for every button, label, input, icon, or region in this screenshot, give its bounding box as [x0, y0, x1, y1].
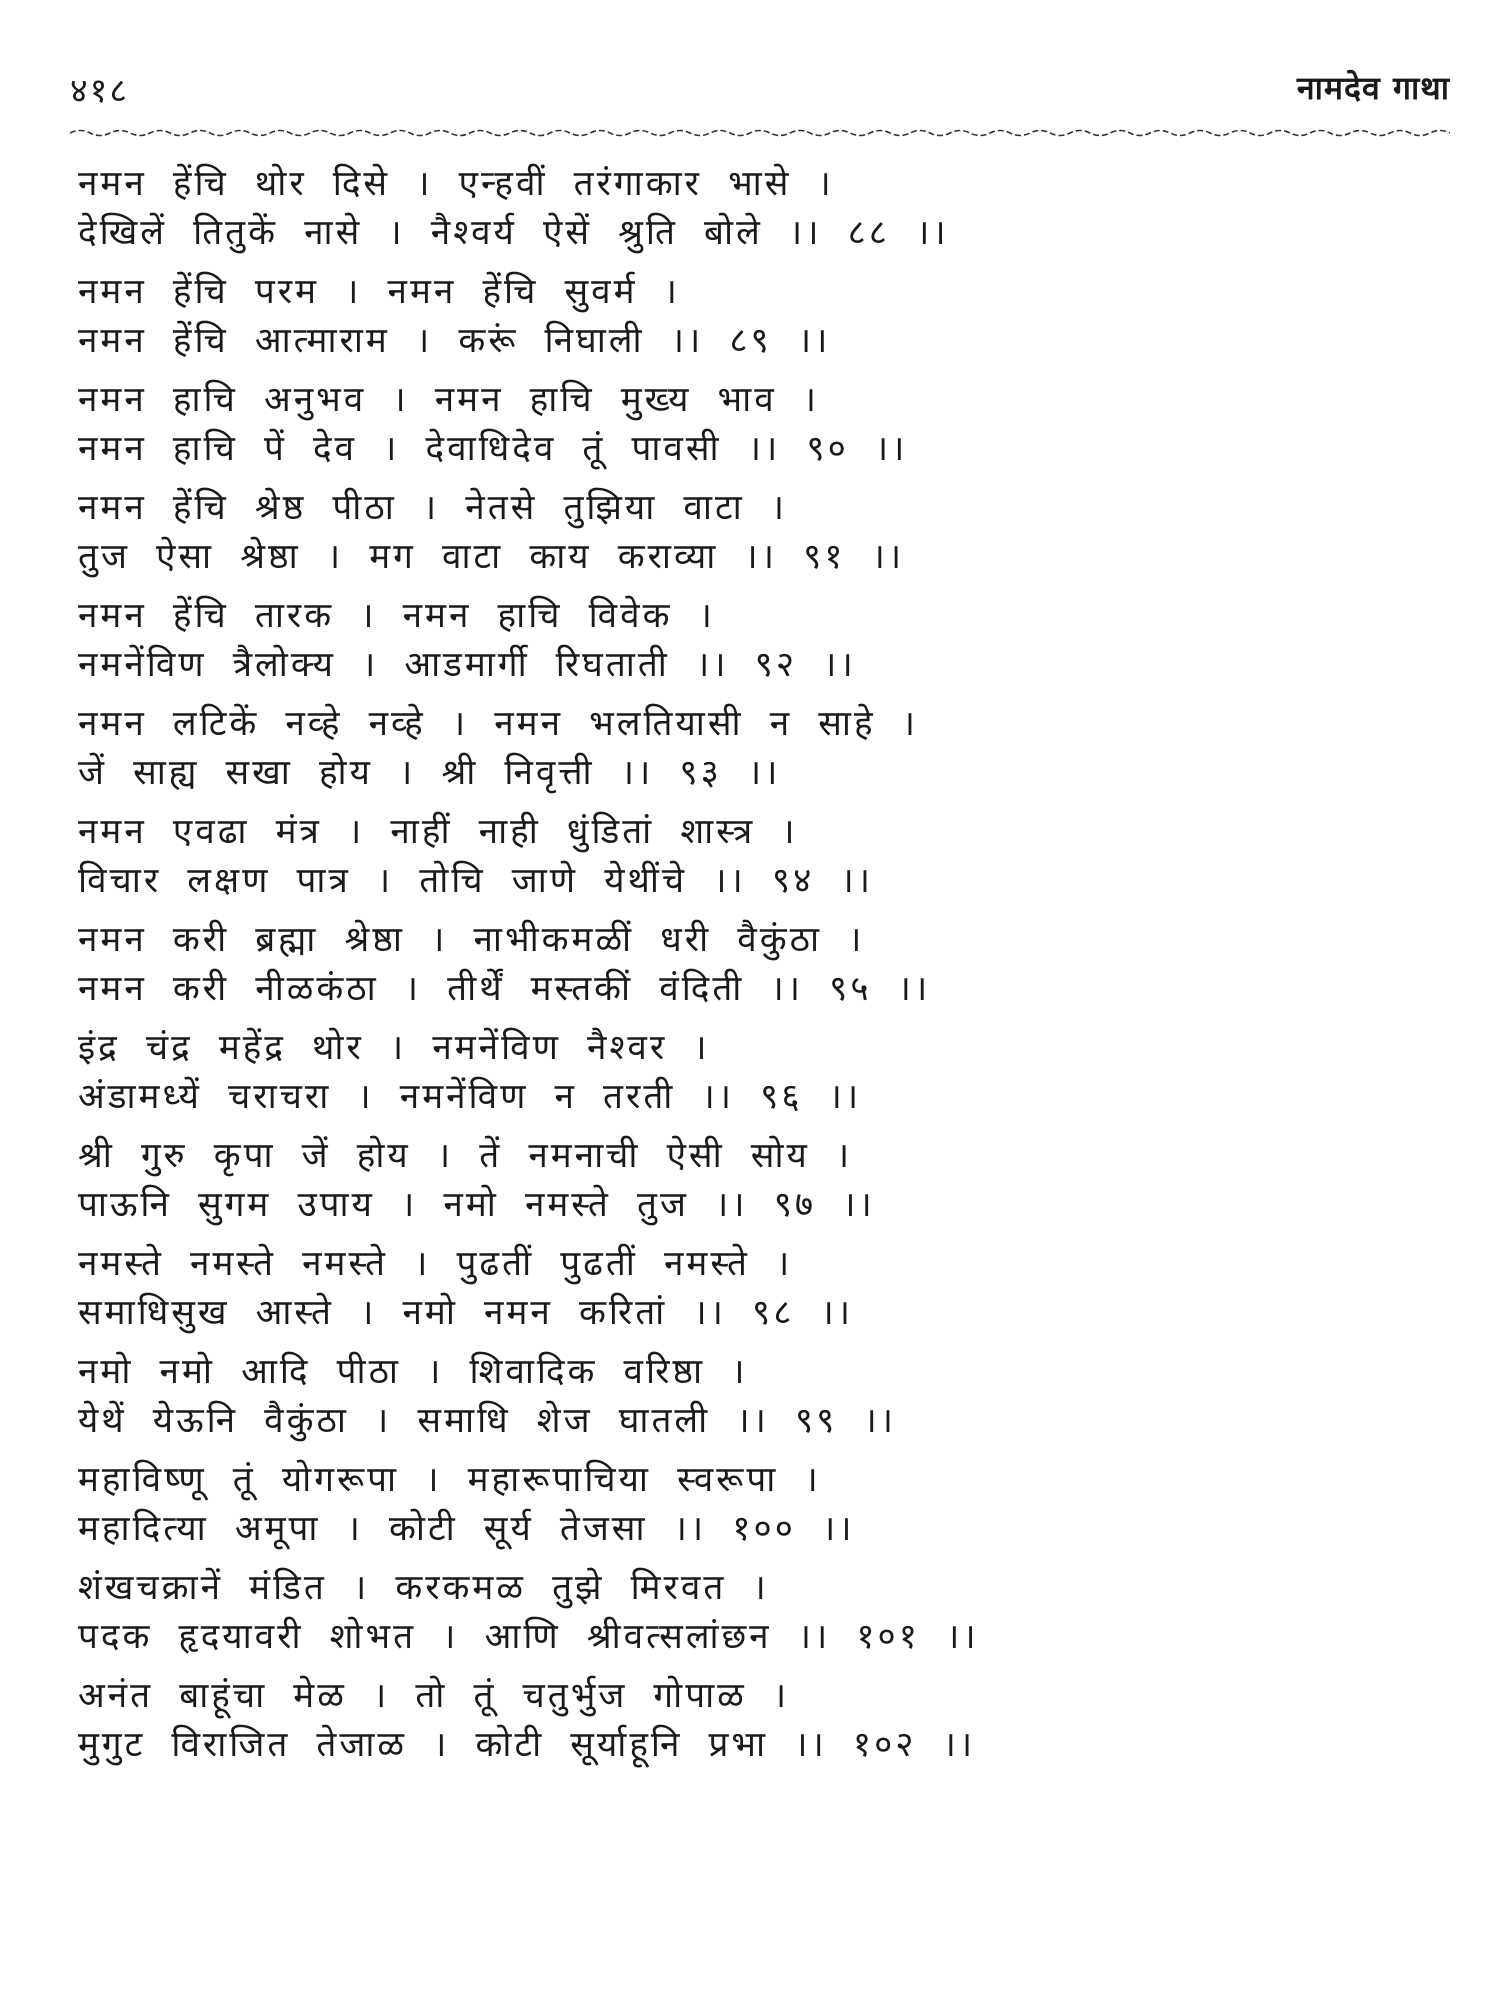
verse-line: इंद्र चंद्र महेंद्र थोर । नमनेंविण नैश्वर ।: [78, 1028, 710, 1068]
verse-line: शंखचक्रानें मंडित । करकमळ तुझे मिरवत ।: [78, 1568, 769, 1608]
stanza-99: [78, 1348, 1458, 1446]
stanza-89: [78, 268, 1458, 366]
verse-line: विचार लक्षण पात्र । तोचि जाणे येथींचे ।। ९४ ।।: [78, 861, 873, 901]
page-header: [70, 62, 1450, 122]
verse-line: महादित्या अमूपा । कोटी सूर्य तेजसा ।। १०० ।।: [78, 1509, 855, 1549]
stanza-97: [78, 1132, 1458, 1230]
verse-line: समाधिसुख आस्ते । नमो नमन करितां ।। ९८ ।।: [78, 1293, 854, 1333]
verse-line: नमस्ते नमस्ते नमस्ते । पुढतीं पुढतीं नमस्ते ।: [78, 1244, 793, 1284]
verse-line: देखिलें तितुकें नासे । नैश्वर्य ऐसें श्रुति बोले ।। ८८ ।।: [78, 213, 949, 253]
verse-line: येथें येऊनि वैकुंठा । समाधि शेज घातली ।। ९९ ।।: [78, 1401, 897, 1441]
stanza-100: [78, 1456, 1458, 1554]
verse-line: नमन हाचि अनुभव । नमन हाचि मुख्य भाव ।: [78, 380, 820, 420]
verse-line: नमो नमो आदि पीठा । शिवादिक वरिष्ठा ।: [78, 1352, 748, 1392]
stanza-90: [78, 376, 1458, 474]
verse-line: नमन हाचि पें देव । देवाधिदेव तूं पावसी ।। ९० ।।: [78, 429, 908, 469]
verse-line: नमनेंविण त्रैलोक्य । आडमार्गी रिघताती ।। ९२ ।।: [78, 645, 856, 685]
stanza-93: [78, 700, 1458, 798]
verse-line: पाऊनि सुगम उपाय । नमो नमस्ते तुज ।। ९७ ।।: [78, 1185, 875, 1225]
stanza-95: [78, 916, 1458, 1014]
verse-line: नमन एवढा मंत्र । नाहीं नाही धुंडितां शास्त्र ।: [78, 812, 798, 852]
verse-line: तुज ऐसा श्रेष्ठा । मग वाटा काय कराव्या ।। ९१ ।।: [78, 537, 905, 577]
stanza-98: [78, 1240, 1458, 1338]
stanza-94: [78, 808, 1458, 906]
verse-line: अंडामध्यें चराचरा । नमनेंविण न तरती ।। ९६ ।।: [78, 1077, 862, 1117]
verse-line: नमन हेंचि तारक । नमन हाचि विवेक ।: [78, 596, 715, 636]
verse-line: नमन हेंचि आत्माराम । करूं निघाली ।। ८९ ।।: [78, 321, 831, 361]
verse-line: नमन हेंचि परम । नमन हेंचि सुवर्म ।: [78, 272, 680, 312]
stanza-88: [78, 160, 1458, 258]
verse-line: महाविष्णू तूं योगरूपा । महारूपाचिया स्वरूपा ।: [78, 1460, 821, 1500]
stanza-102: [78, 1672, 1458, 1770]
header-rule: [70, 126, 1450, 140]
verse-list: [78, 160, 1458, 1780]
page-number: ४१८: [70, 71, 130, 111]
verse-line: मुगुट विराजित तेजाळ । कोटी सूर्याहूनि प्रभा ।। १०२ ।।: [78, 1725, 976, 1765]
verse-line: नमन हेंचि श्रेष्ठ पीठा । नेतसे तुझिया वाटा ।: [78, 488, 788, 528]
verse-line: नमन करी ब्रह्मा श्रेष्ठा । नाभीकमळीं धरी वैकुंठा ।: [78, 920, 865, 960]
verse-line: पदक हृदयावरी शोभत । आणि श्रीवत्सलांछन ।। १०१ ।।: [78, 1617, 979, 1657]
stanza-92: [78, 592, 1458, 690]
verse-line: जें साह्य सखा होय । श्री निवृत्ती ।। ९३ ।।: [78, 753, 781, 793]
verse-line: नमन लटिकें नव्हे नव्हे । नमन भलतियासी न साहे ।: [78, 704, 918, 744]
stanza-101: [78, 1564, 1458, 1662]
stanza-96: [78, 1024, 1458, 1122]
verse-line: नमन हेंचि थोर दिसे । एन्हवीं तरंगाकार भासे ।: [78, 164, 834, 204]
running-head: नामदेव गाथा: [1296, 69, 1450, 107]
stanza-91: [78, 484, 1458, 582]
verse-line: श्री गुरु कृपा जें होय । तें नमनाची ऐसी सोय ।: [78, 1136, 853, 1176]
verse-line: नमन करी नीळकंठा । तीर्थें मस्तकीं वंदिती ।। ९५ ।।: [78, 969, 931, 1009]
verse-line: अनंत बाहूंचा मेळ । तो तूं चतुर्भुज गोपाळ ।: [78, 1676, 790, 1716]
